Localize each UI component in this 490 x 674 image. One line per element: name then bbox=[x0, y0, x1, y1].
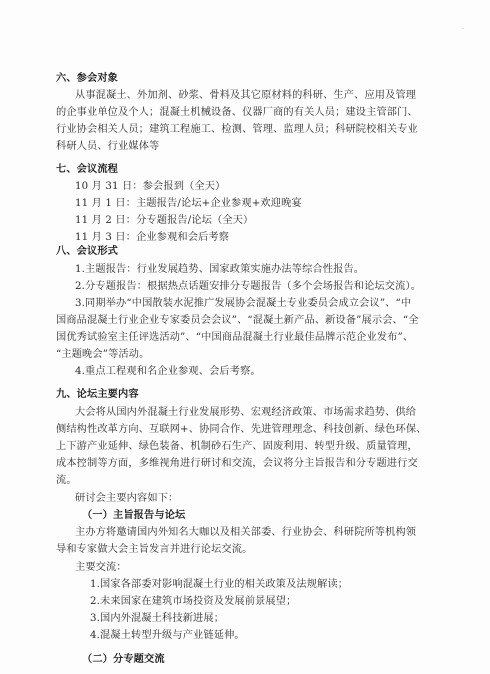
schedule-item: 11 月 2 日：分专题报告/论坛（全天） bbox=[75, 215, 254, 226]
section-9-text-line: 流。 bbox=[56, 475, 77, 486]
subsection-1-text-line: 导和专家做大会主旨发言并进行论坛交流。 bbox=[56, 544, 253, 555]
corner-mark: . bbox=[462, 24, 464, 31]
section-9-intro: 研讨会主要内容如下： bbox=[75, 493, 179, 504]
section-9-text-line: 侧结构性改革方向、互联网+、协同合作、先进管理理念、科技创新、绿色环保、 bbox=[56, 424, 427, 435]
schedule-item: 11 月 1 日：主题报告/论坛+企业参观+欢迎晚宴 bbox=[75, 198, 302, 209]
section-6-text-line: 的企事业单位及个人；混凝土机械设备、仪器厂商的有关人员；建设主管部门、 bbox=[56, 107, 418, 118]
discussion-item: 3.国内外混凝土科技新进展； bbox=[90, 613, 225, 624]
section-6-title: 六、参会对象 bbox=[56, 72, 119, 84]
section-9-text-line: 大会将从国内外混凝土行业发展形势、宏观经济政策、市场需求趋势、供给 bbox=[75, 407, 417, 418]
discussion-item: 2.未来国家在建筑市场投资及发展前景展望； bbox=[90, 596, 297, 607]
section-6-text-line: 行业协会相关人员；建筑工程施工、检测、管理、监理人员；科研院校相关专业 bbox=[56, 124, 418, 135]
section-9-text-line: 成本控制等方面，多维视角进行研讨和交流，会议将分主旨报告和分专题进行交 bbox=[56, 458, 418, 469]
format-item: 3.同期举办“中国散装水泥推广发展协会混凝土专业委员会成立会议”、“中 bbox=[75, 298, 412, 309]
format-item-continued: “主题晚会”等活动。 bbox=[56, 349, 150, 360]
subsection-2-title: （二）分专题交流 bbox=[82, 653, 165, 665]
section-9-title: 九、论坛主要内容 bbox=[56, 388, 139, 400]
subsection-1-title: （一）主旨报告与论坛 bbox=[82, 509, 186, 521]
subsection-1-lead: 主要交流： bbox=[75, 562, 127, 573]
format-item-continued: 国优秀试验室主任评选活动”、“中国商品混凝土行业最佳品牌示范企业发布”、 bbox=[56, 332, 414, 343]
section-6-text-line: 科研人员、行业媒体等 bbox=[56, 141, 160, 152]
format-item: 2.分专题报告：根据热点话题安排分专题报告（多个会场报告和论坛交流）。 bbox=[75, 281, 422, 292]
schedule-item: 11 月 3 日：企业参观和会后考察 bbox=[75, 232, 230, 243]
format-item: 1.主题报告：行业发展趋势、国家政策实施办法等综合性报告。 bbox=[75, 264, 365, 275]
format-item-continued: 国商品混凝土行业企业专家委员会会议”、“混凝土新产品、新设备”展示会、“全 bbox=[56, 315, 419, 326]
section-6-text-line: 从事混凝土、外加剂、砂浆、骨料及其它原材料的科研、生产、应用及管理 bbox=[75, 90, 417, 101]
format-item: 4.重点工程观和名企业参观、会后考察。 bbox=[75, 366, 261, 377]
section-9-text-line: 上下游产业延伸、绿色装备、机制砂石生产、固废利用、转型升级、质量管理， bbox=[56, 441, 418, 452]
section-7-title: 七、会议流程 bbox=[56, 163, 119, 175]
discussion-item: 1.国家各部委对影响混凝土行业的相关政策及法规解读； bbox=[90, 579, 349, 590]
schedule-item: 10 月 31 日：参会报到（全天） bbox=[75, 181, 226, 192]
section-8-title: 八、会议形式 bbox=[56, 245, 119, 257]
subsection-1-text-line: 主办方将邀请国内外知名大咖以及相关部委、行业协会、科研院所等机构领 bbox=[75, 527, 417, 538]
discussion-item: 4.混凝土转型升级与产业链延伸。 bbox=[90, 630, 245, 641]
